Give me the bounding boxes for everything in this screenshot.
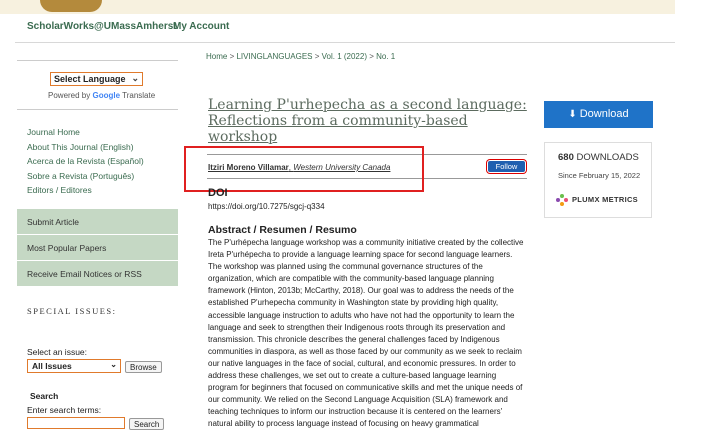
plumx-icon: [556, 194, 568, 206]
breadcrumb-volume[interactable]: Vol. 1 (2022): [321, 52, 367, 61]
top-navigation: [0, 14, 675, 44]
breadcrumb: Home > LIVINGLANGUAGES > Vol. 1 (2022) > No. 1: [206, 52, 396, 61]
download-stats: [544, 142, 652, 218]
author-name: Itziri Moreno Villamar: [208, 163, 289, 172]
journal-home-link[interactable]: Journal Home: [27, 127, 80, 137]
google-logo[interactable]: Google: [92, 91, 121, 100]
download-icon: ⬇: [568, 109, 577, 120]
plumx-label: PLUMX METRICS: [572, 194, 638, 204]
issue-label: Select an issue:: [27, 347, 88, 357]
downloads-since: Since February 15, 2022: [558, 171, 641, 180]
about-journal-portuguese-link[interactable]: Sobre a Revista (Português): [27, 170, 135, 181]
chevron-down-icon: ⌄: [131, 73, 139, 83]
translate-link[interactable]: Translate: [122, 91, 156, 100]
abstract-heading: Abstract / Resumen / Resumo: [208, 224, 357, 236]
my-account-link[interactable]: My Account: [173, 21, 230, 32]
abstract-text: The P'urhépecha language workshop was a community initiative created by the collective Ireta P'urhépecha to provide a language learning space for second language learners. The workshop was planned using the communal governance structures of the organization, which are compatible with the community-based language planning framework (Hinton, 2013b; McCarthy, 2018). Our goal was to address the needs of the established P'urhepecha community in Washington state by providing high quality, accessible language instruction to adults who have not had the opportunity to learn the language and seek to strengthen their Indigenous roots through its preservation and transmission. This chronicle describes the general challenges faced by Indigenous communities in diaspora, as well as those faced by our community as we seek to reclaim our native languages in the face of social, cultural, and economic pressures. In order to address these challenges, we set out to create a culture-based language learning program for beginners that focused on communicative skills and met the unique needs of our community. We relied on the Second Language Acquisition (SLA) framework and teaching techniques to inform our instruction because it is centered on the learners' natural ability to process language instead of focusing on heavy grammatical: [208, 238, 524, 429]
follow-button[interactable]: Follow: [488, 161, 525, 172]
search-input[interactable]: [27, 417, 125, 429]
most-popular-papers-link[interactable]: Most Popular Papers: [17, 235, 178, 260]
download-count-label: DOWNLOADS: [576, 152, 639, 163]
download-count: [558, 152, 639, 163]
submit-article-link[interactable]: Submit Article: [17, 209, 178, 234]
issue-select-value: All Issues: [32, 361, 72, 371]
plumx-metrics-link[interactable]: [556, 194, 638, 206]
translate-widget: [17, 60, 178, 110]
powered-by-google: [48, 91, 155, 100]
special-issues-heading: SPECIAL ISSUES:: [27, 306, 117, 316]
search-label: Enter search terms:: [27, 405, 102, 415]
download-label: Download: [579, 108, 629, 120]
header-banner: [0, 0, 675, 14]
about-journal-english-link[interactable]: About This Journal (English): [27, 141, 134, 152]
editors-link[interactable]: Editors / Editores: [27, 185, 92, 195]
search-heading: Search: [30, 391, 59, 401]
about-journal-spanish-link[interactable]: Acerca de la Revista (Español): [27, 156, 144, 166]
article-title[interactable]: Learning P'urhepecha as a second language: Reflections from a community-based workshop: [208, 97, 527, 145]
breadcrumb-number[interactable]: No. 1: [376, 52, 396, 61]
powered-by-label: Powered by: [48, 91, 91, 100]
banner-decoration: [40, 0, 102, 12]
breadcrumb-journal[interactable]: LIVINGLANGUAGES: [236, 52, 313, 61]
language-select[interactable]: [50, 72, 143, 86]
highlight-box: [184, 146, 424, 192]
site-home-link[interactable]: ScholarWorks@UMassAmherst: [27, 21, 177, 32]
browse-button[interactable]: Browse: [125, 361, 162, 373]
email-notices-link[interactable]: Receive Email Notices or RSS: [17, 261, 178, 286]
doi-value[interactable]: https://doi.org/10.7275/sgcj-q334: [208, 202, 325, 211]
download-count-value: 680: [558, 152, 574, 163]
author-affiliation: Western University Canada: [293, 163, 391, 172]
issue-select[interactable]: [27, 359, 121, 373]
journal-links: [27, 127, 144, 200]
author-link[interactable]: Itziri Moreno Villamar, Western University Canada: [208, 163, 391, 172]
divider: [15, 42, 675, 43]
search-button[interactable]: Search: [129, 418, 164, 430]
breadcrumb-home[interactable]: Home: [206, 52, 228, 61]
language-select-value: Select Language: [54, 74, 126, 84]
download-button[interactable]: [544, 101, 653, 128]
chevron-down-icon: ⌄: [110, 360, 117, 369]
doi-heading: DOI: [208, 187, 228, 199]
